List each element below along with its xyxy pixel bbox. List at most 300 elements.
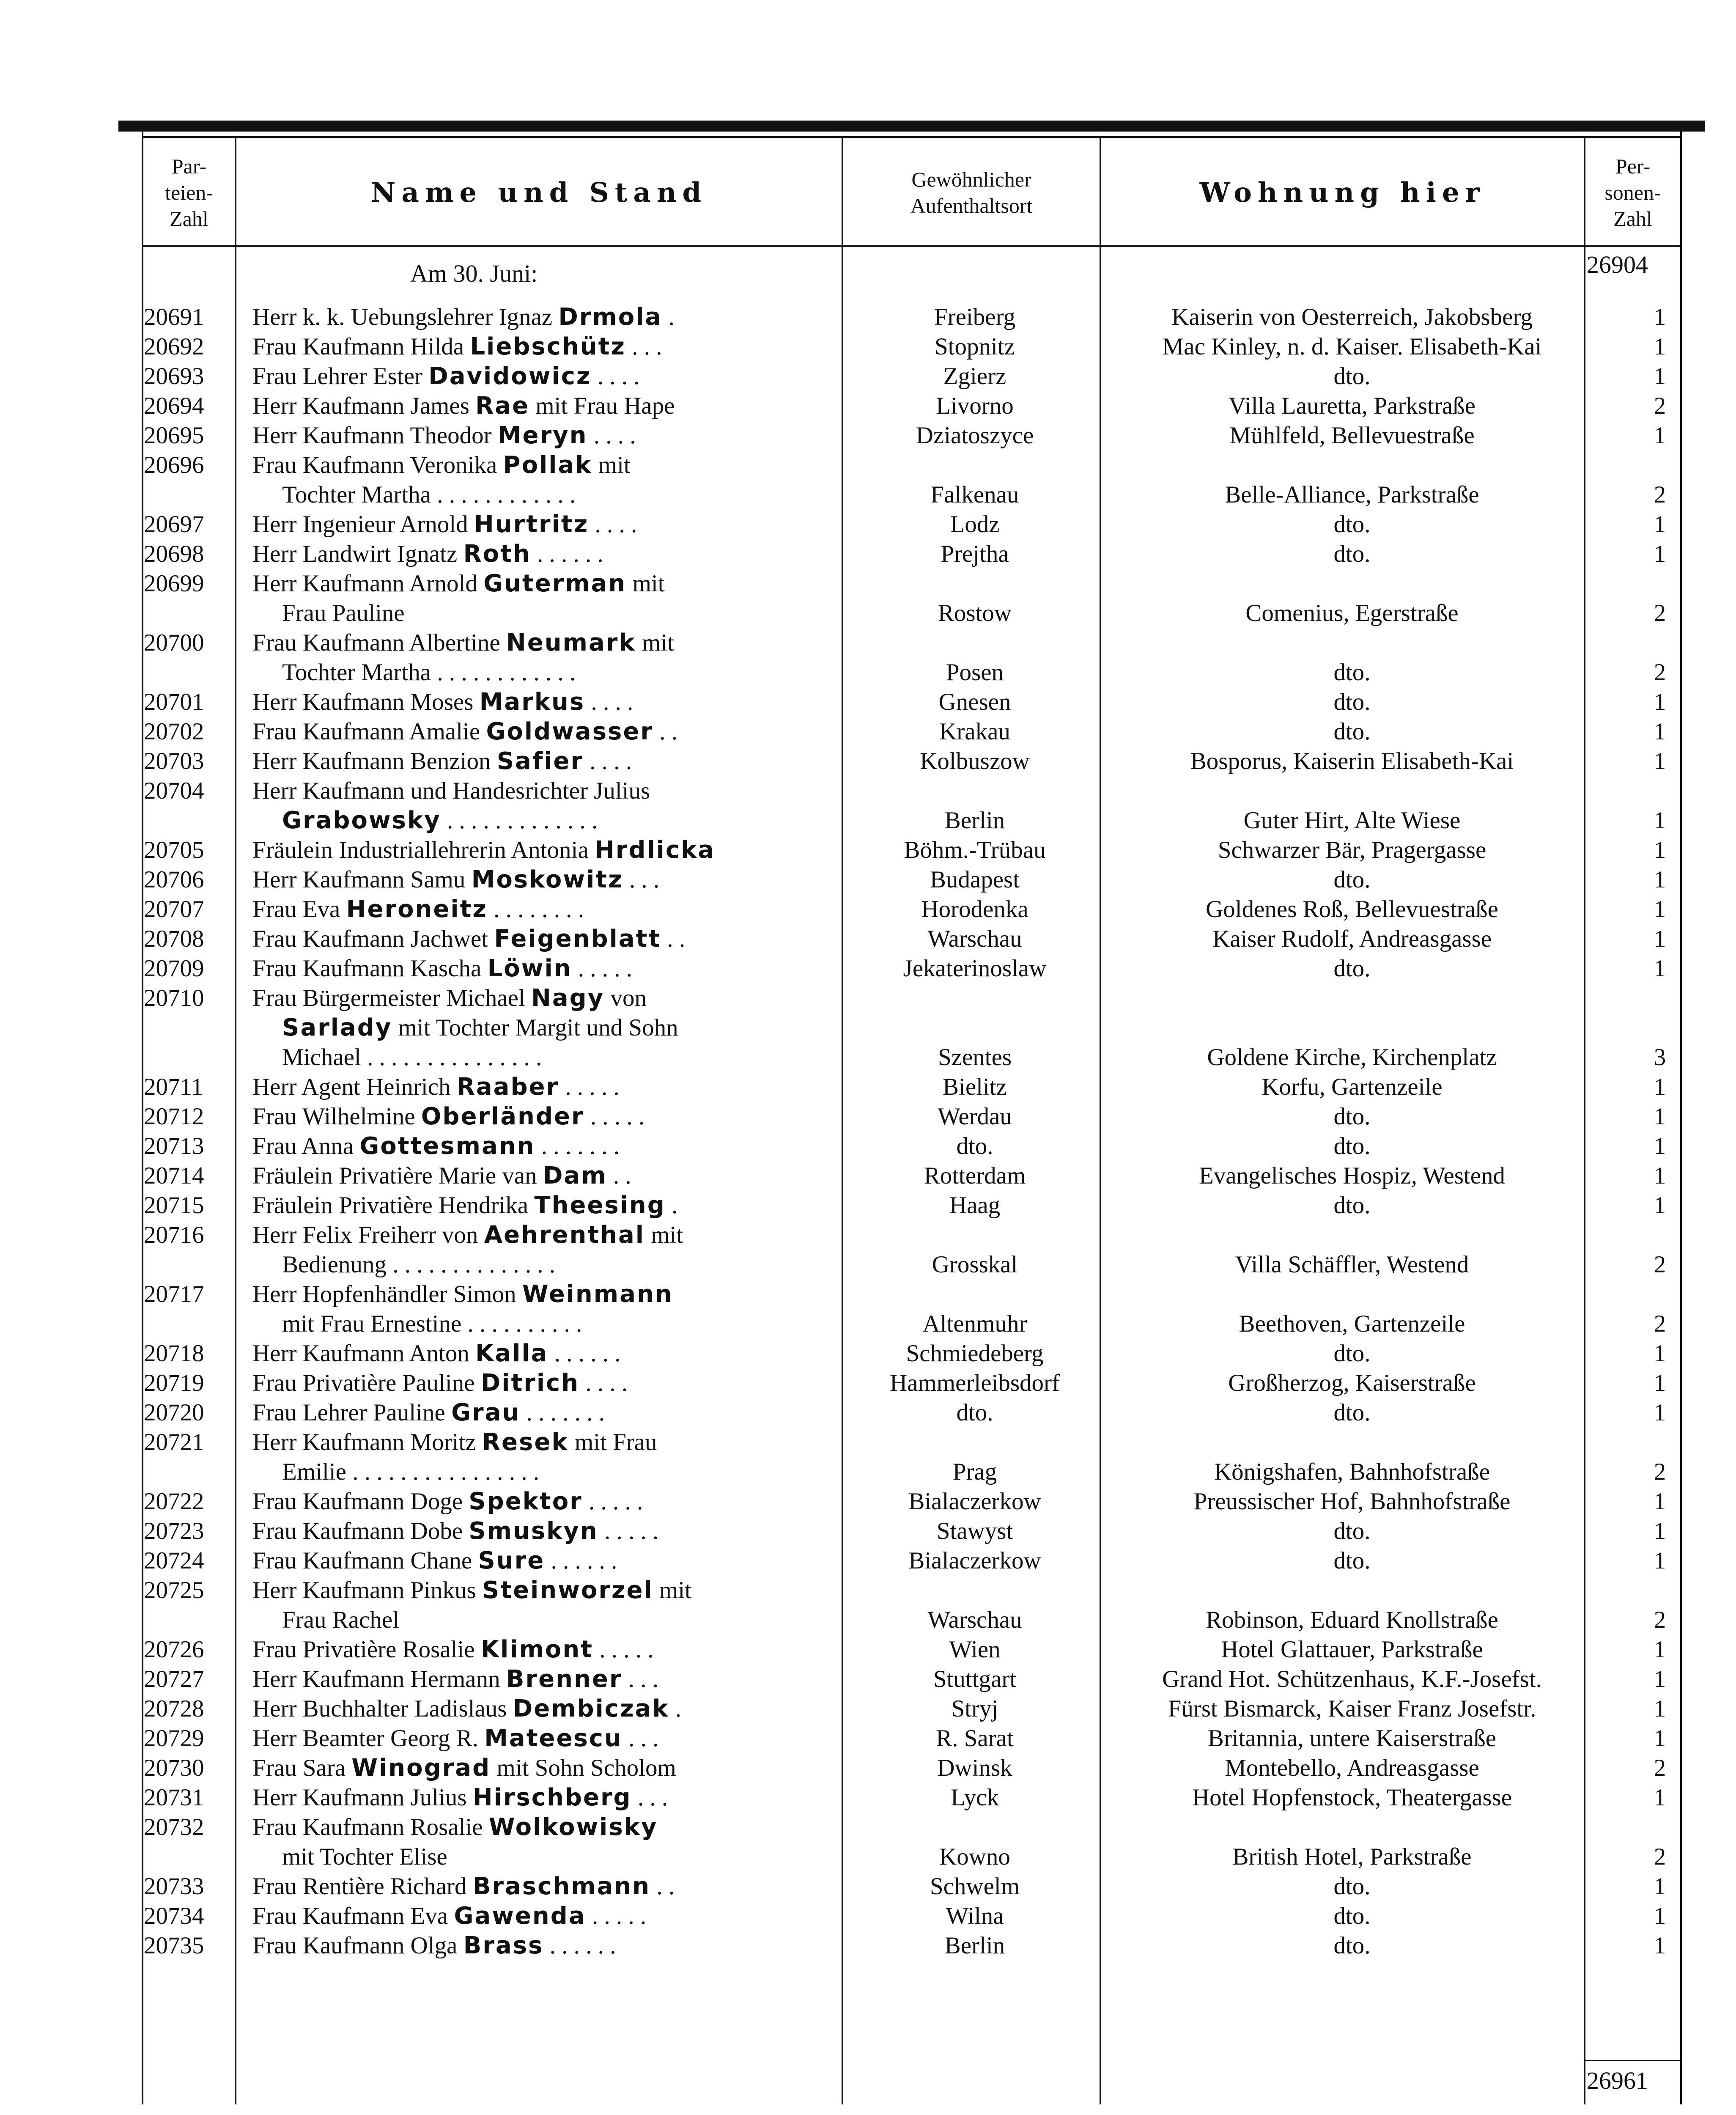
surname: Kalla [475,1340,548,1367]
party-number: 20710 [144,985,204,1011]
surname: Raaber [456,1073,559,1101]
name-line: Frau Anna Gottesmann . . . . . . . [252,1132,620,1160]
local-address: dto. [1333,1192,1371,1219]
persons-count: 1 [1654,511,1666,538]
name-line: Frau Bürgermeister Michael Nagy von [252,984,647,1012]
name-line: Frau Eva Heroneitz . . . . . . . . [252,895,584,923]
surname: Meryn [497,422,588,449]
persons-count: 1 [1654,1695,1666,1722]
party-number: 20713 [144,1133,204,1159]
name-line: Herr Kaufmann Arnold Guterman mit [252,570,665,597]
local-address: dto. [1333,659,1371,686]
party-number: 20708 [144,926,204,952]
surname: Gottesmann [359,1132,535,1160]
persons-count: 1 [1654,866,1666,893]
surname: Rae [475,392,529,420]
usual-residence: Wien [949,1636,1001,1663]
table-row [142,1102,1682,1132]
local-address: Schwarzer Bär, Pragergasse [1218,837,1486,863]
persons-count: 1 [1654,1370,1666,1396]
name-line: Herr Kaufmann Theodor Meryn . . . . [252,422,636,449]
persons-count: 1 [1654,718,1666,745]
party-number: 20705 [144,837,204,863]
name-line: mit Tochter Elise [282,1843,447,1870]
usual-residence: Wilna [946,1903,1004,1929]
name-line: Fräulein Industriallehrerin Antonia Hrdlicka [252,836,716,864]
usual-residence: Bialaczerkow [908,1488,1041,1515]
surname: Dembiczak [513,1695,669,1722]
party-number: 20719 [144,1370,204,1396]
usual-residence: Livorno [936,393,1014,419]
usual-residence: Prejtha [941,541,1009,567]
name-line: Herr Landwirt Ignatz Roth . . . . . . [252,540,603,568]
persons-count: 2 [1654,600,1666,626]
party-number: 20717 [144,1281,204,1307]
surname: Dam [543,1162,607,1189]
name-line: Herr Buchhalter Ladislaus Dembiczak . [252,1695,682,1722]
surname: Braschmann [472,1873,651,1900]
party-number: 20726 [144,1636,204,1663]
name-line: Frau Rachel [282,1607,399,1633]
usual-residence: Rostow [938,600,1012,626]
party-number: 20721 [144,1429,204,1456]
surname: Roth [463,540,531,568]
persons-count: 1 [1654,955,1666,982]
party-number: 20695 [144,422,204,449]
party-number: 20693 [144,363,204,390]
usual-residence: Zgierz [943,363,1006,390]
name-line: Herr Kaufmann und Handesrichter Julius [252,777,650,804]
table-row [142,687,1682,717]
surname: Smuskyn [469,1517,598,1545]
name-line: Frau Kaufmann Albertine Neumark mit [252,629,674,656]
party-number: 20696 [144,452,204,478]
local-address: dto. [1333,866,1371,893]
table-row [142,1783,1682,1813]
party-number: 20718 [144,1340,204,1367]
table-row [142,747,1682,776]
name-line: Herr Hopfenhändler Simon Weinmann [252,1280,673,1308]
local-address: dto. [1333,511,1371,538]
name-line: Frau Kaufmann Hilda Liebschütz . . . [252,333,662,360]
table-row [142,1516,1682,1546]
party-number: 20734 [144,1903,204,1929]
persons-count: 1 [1654,926,1666,952]
persons-count: 1 [1654,422,1666,449]
usual-residence: Stopnitz [934,333,1015,360]
name-line: Frau Kaufmann Amalie Goldwasser . . [252,718,677,745]
persons-count: 2 [1654,393,1666,419]
local-address: Bosporus, Kaiserin Elisabeth-Kai [1190,748,1514,775]
table-row [142,391,1682,421]
persons-count: 1 [1654,1903,1666,1929]
usual-residence: Dwinsk [937,1755,1012,1781]
table-row [142,1724,1682,1753]
persons-count: 1 [1654,1666,1666,1692]
usual-residence: Böhm.-Trübau [904,837,1046,863]
table-row [142,1191,1682,1220]
local-address: Goldenes Roß, Bellevuestraße [1206,896,1498,923]
local-address: Goldene Kirche, Kirchenplatz [1207,1044,1497,1071]
party-number: 20732 [144,1814,204,1840]
surname: Brenner [506,1665,623,1693]
usual-residence: Stuttgart [933,1666,1017,1692]
name-line: Emilie . . . . . . . . . . . . . . . . [282,1459,539,1485]
surname: Sure [478,1547,545,1574]
usual-residence: Altenmuhr [922,1310,1027,1337]
usual-residence: Falkenau [930,481,1019,508]
local-address: dto. [1333,1133,1371,1159]
name-line: Frau Lehrer Ester Davidowicz . . . . [252,363,640,390]
name-line: Frau Kaufmann Dobe Smuskyn . . . . . [252,1517,659,1545]
local-address: Kaiser Rudolf, Andreasgasse [1212,926,1492,952]
surname: Heroneitz [346,895,488,923]
name-line: Herr Kaufmann Anton Kalla . . . . . . [252,1340,621,1367]
local-address: Beethoven, Gartenzeile [1239,1310,1465,1337]
table-row [142,895,1682,924]
persons-count: 2 [1654,481,1666,508]
surname: Markus [479,688,585,716]
surname: Theesing [534,1192,666,1219]
table-row [142,1665,1682,1694]
surname: Resek [482,1428,569,1456]
party-number: 20694 [144,393,204,419]
party-number: 20722 [144,1488,204,1515]
table-row [142,1487,1682,1516]
usual-residence: Lyck [951,1784,999,1811]
name-line: Frau Rentière Richard Braschmann . . [252,1873,675,1900]
persons-count: 2 [1654,1459,1666,1485]
usual-residence: Szentes [938,1044,1012,1071]
party-number: 20714 [144,1162,204,1189]
surname: Oberländer [421,1103,584,1130]
local-address: Mac Kinley, n. d. Kaiser. Elisabeth-Kai [1162,333,1542,360]
party-number: 20728 [144,1695,204,1722]
local-address: dto. [1333,1518,1371,1544]
surname: Hirschberg [472,1784,632,1811]
table-row [142,539,1682,569]
table-row [142,1368,1682,1398]
local-address: Montebello, Andreasgasse [1225,1755,1479,1781]
party-number: 20691 [144,304,204,330]
name-line: Herr Kaufmann Benzion Safier . . . . [252,747,632,775]
local-address: Hotel Glattauer, Parkstraße [1221,1636,1483,1663]
usual-residence: Werdau [938,1103,1012,1130]
surname: Hurtritz [474,511,589,538]
name-line: Frau Kaufmann Doge Spektor . . . . . [252,1488,643,1515]
name-line: Tochter Martha . . . . . . . . . . . . [282,659,576,686]
party-number: 20730 [144,1755,204,1781]
persons-count: 1 [1654,896,1666,923]
local-address: dto. [1333,1873,1371,1900]
local-address: Britannia, untere Kaiserstraße [1207,1725,1497,1752]
table-row [142,421,1682,450]
header-address: Wohnung hier [1199,176,1486,209]
local-address: Fürst Bismarck, Kaiser Franz Josefstr. [1168,1695,1536,1722]
persons-count: 1 [1654,807,1666,834]
name-line: mit Frau Ernestine . . . . . . . . . . [282,1310,582,1337]
persons-count: 2 [1654,1607,1666,1633]
name-line: Tochter Martha . . . . . . . . . . . . [282,481,576,508]
usual-residence: Berlin [944,1932,1005,1959]
entries-list [142,302,1682,1961]
table-row [142,776,1682,835]
party-number: 20724 [144,1547,204,1574]
table-row [142,1339,1682,1368]
usual-residence: Hammerleibsdorf [889,1370,1060,1396]
persons-count: 1 [1654,541,1666,567]
table-row [142,1576,1682,1635]
party-number: 20711 [144,1074,203,1100]
name-line: Frau Kaufmann Rosalie Wolkowisky [252,1813,658,1841]
surname: Weinmann [522,1280,673,1308]
name-line: Frau Privatière Rosalie Klimont . . . . . [252,1636,654,1663]
name-line: Herr k. k. Uebungslehrer Ignaz Drmola . [252,303,675,331]
table-row [142,1398,1682,1428]
name-line: Frau Kaufmann Kascha Löwin . . . . . [252,955,633,982]
party-number: 20700 [144,629,204,656]
usual-residence: Bielitz [943,1074,1007,1100]
party-number: 20702 [144,718,204,745]
surname: Pollak [503,451,592,479]
surname: Neumark [506,629,636,656]
usual-residence: Haag [949,1192,1001,1219]
party-number: 20712 [144,1103,204,1130]
local-address: Mühlfeld, Bellevuestraße [1229,422,1475,449]
surname: Sarlady [282,1014,392,1041]
name-line: Herr Kaufmann Julius Hirschberg . . . [252,1784,668,1811]
carry-over-total: 26904 [1587,251,1648,278]
persons-count: 1 [1654,1488,1666,1515]
usual-residence: Stawyst [936,1518,1013,1544]
usual-residence: Lodz [950,511,1000,538]
local-address: Belle-Alliance, Parkstraße [1225,481,1479,508]
table-row [142,717,1682,747]
usual-residence: Prag [952,1459,997,1485]
usual-residence: Freiberg [934,304,1016,330]
usual-residence: Horodenka [921,896,1028,923]
persons-count: 1 [1654,1162,1666,1189]
usual-residence: Bialaczerkow [908,1547,1041,1574]
persons-count: 1 [1654,1932,1666,1959]
usual-residence: Dziatoszyce [916,422,1034,449]
party-number: 20692 [144,333,204,360]
party-number: 20701 [144,689,204,715]
surname: Klimont [480,1636,594,1663]
local-address: Evangelisches Hospiz, Westend [1198,1162,1506,1189]
usual-residence: Warschau [927,926,1022,952]
table-row [142,1635,1682,1665]
name-line: Frau Lehrer Pauline Grau . . . . . . . [252,1399,605,1426]
local-address: dto. [1333,1932,1371,1959]
surname: Ditrich [480,1369,580,1397]
name-line: Bedienung . . . . . . . . . . . . . . [282,1251,555,1278]
table-row [142,1161,1682,1191]
surname: Guterman [483,570,627,597]
name-line: Frau Kaufmann Veronika Pollak mit [252,451,631,479]
header-party-count: Par- teien- Zahl [165,154,213,231]
persons-count: 1 [1654,1074,1666,1100]
persons-count: 1 [1654,363,1666,390]
surname: Davidowicz [428,363,592,390]
party-number: 20723 [144,1518,204,1544]
header-place: Gewöhnlicher Aufenthaltsort [910,168,1033,217]
table-row [142,628,1682,687]
local-address: Villa Lauretta, Parkstraße [1229,393,1475,419]
surname: Grau [451,1399,521,1426]
surname: Mateescu [484,1725,623,1752]
surname: Grabowsky [282,807,441,834]
party-number: 20716 [144,1222,204,1248]
persons-count: 1 [1654,1547,1666,1574]
table-row [142,1813,1682,1872]
name-line: Frau Kaufmann Eva Gawenda . . . . . [252,1902,647,1930]
table-row [142,569,1682,628]
surname: Winograd [351,1754,491,1782]
name-line: Herr Kaufmann Pinkus Steinworzel mit [252,1577,691,1604]
usual-residence: Rotterdam [924,1162,1026,1189]
table-row [142,924,1682,954]
usual-residence: Schwelm [930,1873,1020,1900]
persons-count: 1 [1654,304,1666,330]
usual-residence: Grosskal [932,1251,1018,1278]
table-row [142,1694,1682,1724]
persons-count: 1 [1654,1518,1666,1544]
surname: Spektor [469,1488,583,1515]
party-number: 20727 [144,1666,204,1692]
table-row [142,983,1682,1072]
table-row [142,954,1682,983]
name-line: Herr Kaufmann James Rae mit Frau Hape [252,392,675,420]
local-address: dto. [1333,689,1371,715]
name-line: Herr Beamter Georg R. Mateescu . . . [252,1725,659,1752]
party-number: 20725 [144,1577,204,1604]
surname: Nagy [531,984,605,1012]
local-address: dto. [1333,718,1371,745]
name-line: Herr Kaufmann Samu Moskowitz . . . [252,866,660,893]
table-row [142,450,1682,510]
table-row [142,1931,1682,1961]
local-address: dto. [1333,955,1371,982]
table-row [142,835,1682,865]
name-line: Herr Kaufmann Moritz Resek mit Frau [252,1428,657,1456]
persons-count: 2 [1654,659,1666,686]
local-address: dto. [1333,1903,1371,1929]
local-address: British Hotel, Parkstraße [1232,1843,1472,1870]
persons-count: 1 [1654,1340,1666,1367]
surname: Löwin [487,955,572,982]
table-row [142,1072,1682,1102]
party-number: 20698 [144,541,204,567]
persons-count: 1 [1654,748,1666,775]
persons-count: 1 [1654,1873,1666,1900]
name-line: Herr Kaufmann Hermann Brenner . . . [252,1665,658,1693]
table-row [142,362,1682,391]
name-line: Frau Privatière Pauline Ditrich . . . . [252,1369,628,1397]
party-number: 20706 [144,866,204,893]
local-address: Comenius, Egerstraße [1245,600,1459,626]
surname: Aehrenthal [484,1221,645,1249]
table-row [142,1220,1682,1280]
surname: Steinworzel [482,1577,653,1604]
local-address: dto. [1333,541,1371,567]
usual-residence: Krakau [939,718,1010,745]
persons-count: 2 [1654,1755,1666,1781]
local-address: Großherzog, Kaiserstraße [1228,1370,1476,1396]
persons-count: 1 [1654,1784,1666,1811]
usual-residence: Berlin [944,807,1005,834]
usual-residence: dto. [956,1133,993,1159]
local-address: dto. [1333,1340,1371,1367]
persons-count: 1 [1654,333,1666,360]
table-row [142,1753,1682,1783]
persons-count: 1 [1654,689,1666,715]
usual-residence: Schmiedeberg [906,1340,1044,1367]
surname: Feigenblatt [494,925,661,953]
persons-count: 1 [1654,1636,1666,1663]
persons-count: 2 [1654,1843,1666,1870]
local-address: Korfu, Gartenzeile [1262,1074,1443,1100]
party-number: 20720 [144,1399,204,1426]
persons-count: 1 [1654,1192,1666,1219]
local-address: Villa Schäffler, Westend [1235,1251,1469,1278]
name-line: Grabowsky . . . . . . . . . . . . . [282,807,598,834]
party-number: 20729 [144,1725,204,1752]
surname: Wolkowisky [488,1813,658,1841]
table-row [142,1901,1682,1931]
surname: Drmola [558,303,663,331]
name-line: Frau Wilhelmine Oberländer . . . . . [252,1103,645,1130]
surname: Gawenda [454,1902,586,1930]
sum-rule [1584,2060,1682,2061]
table-row [142,865,1682,895]
party-number: 20703 [144,748,204,775]
name-line: Frau Sara Winograd mit Sohn Scholom [252,1754,676,1782]
surname: Hrdlicka [594,836,716,864]
table-row [142,1132,1682,1161]
name-line: Frau Pauline [282,600,405,626]
name-line: Sarlady mit Tochter Margit und Sohn [282,1014,678,1041]
usual-residence: Gnesen [938,689,1011,715]
name-line: Herr Agent Heinrich Raaber . . . . . [252,1073,620,1101]
persons-count: 3 [1654,1044,1666,1071]
usual-residence: Kowno [939,1843,1010,1870]
final-total: 26961 [1587,2067,1648,2094]
persons-count: 1 [1654,1103,1666,1130]
persons-count: 2 [1654,1310,1666,1337]
usual-residence: Jekaterinoslaw [903,955,1047,982]
name-line: Herr Felix Freiherr von Aehrenthal mit [252,1221,683,1249]
surname: Safier [496,747,584,775]
local-address: Grand Hot. Schützenhaus, K.F.-Josefst. [1162,1666,1542,1692]
usual-residence: R. Sarat [936,1725,1014,1752]
date-heading: Am 30. Juni: [410,260,538,287]
local-address: dto. [1333,1399,1371,1426]
persons-count: 1 [1654,837,1666,863]
party-number: 20697 [144,511,204,538]
table-row [142,1280,1682,1339]
local-address: Kaiserin von Oesterreich, Jakobsberg [1171,304,1533,330]
party-number: 20731 [144,1784,204,1811]
usual-residence: Kolbuszow [920,748,1030,775]
party-number: 20707 [144,896,204,923]
name-line: Frau Kaufmann Olga Brass . . . . . . [252,1932,616,1959]
name-line: Fräulein Privatière Marie van Dam . . [252,1162,631,1189]
local-address: Guter Hirt, Alte Wiese [1243,807,1461,834]
party-number: 20733 [144,1873,204,1900]
usual-residence: dto. [956,1399,993,1426]
surname: Liebschütz [470,333,626,360]
